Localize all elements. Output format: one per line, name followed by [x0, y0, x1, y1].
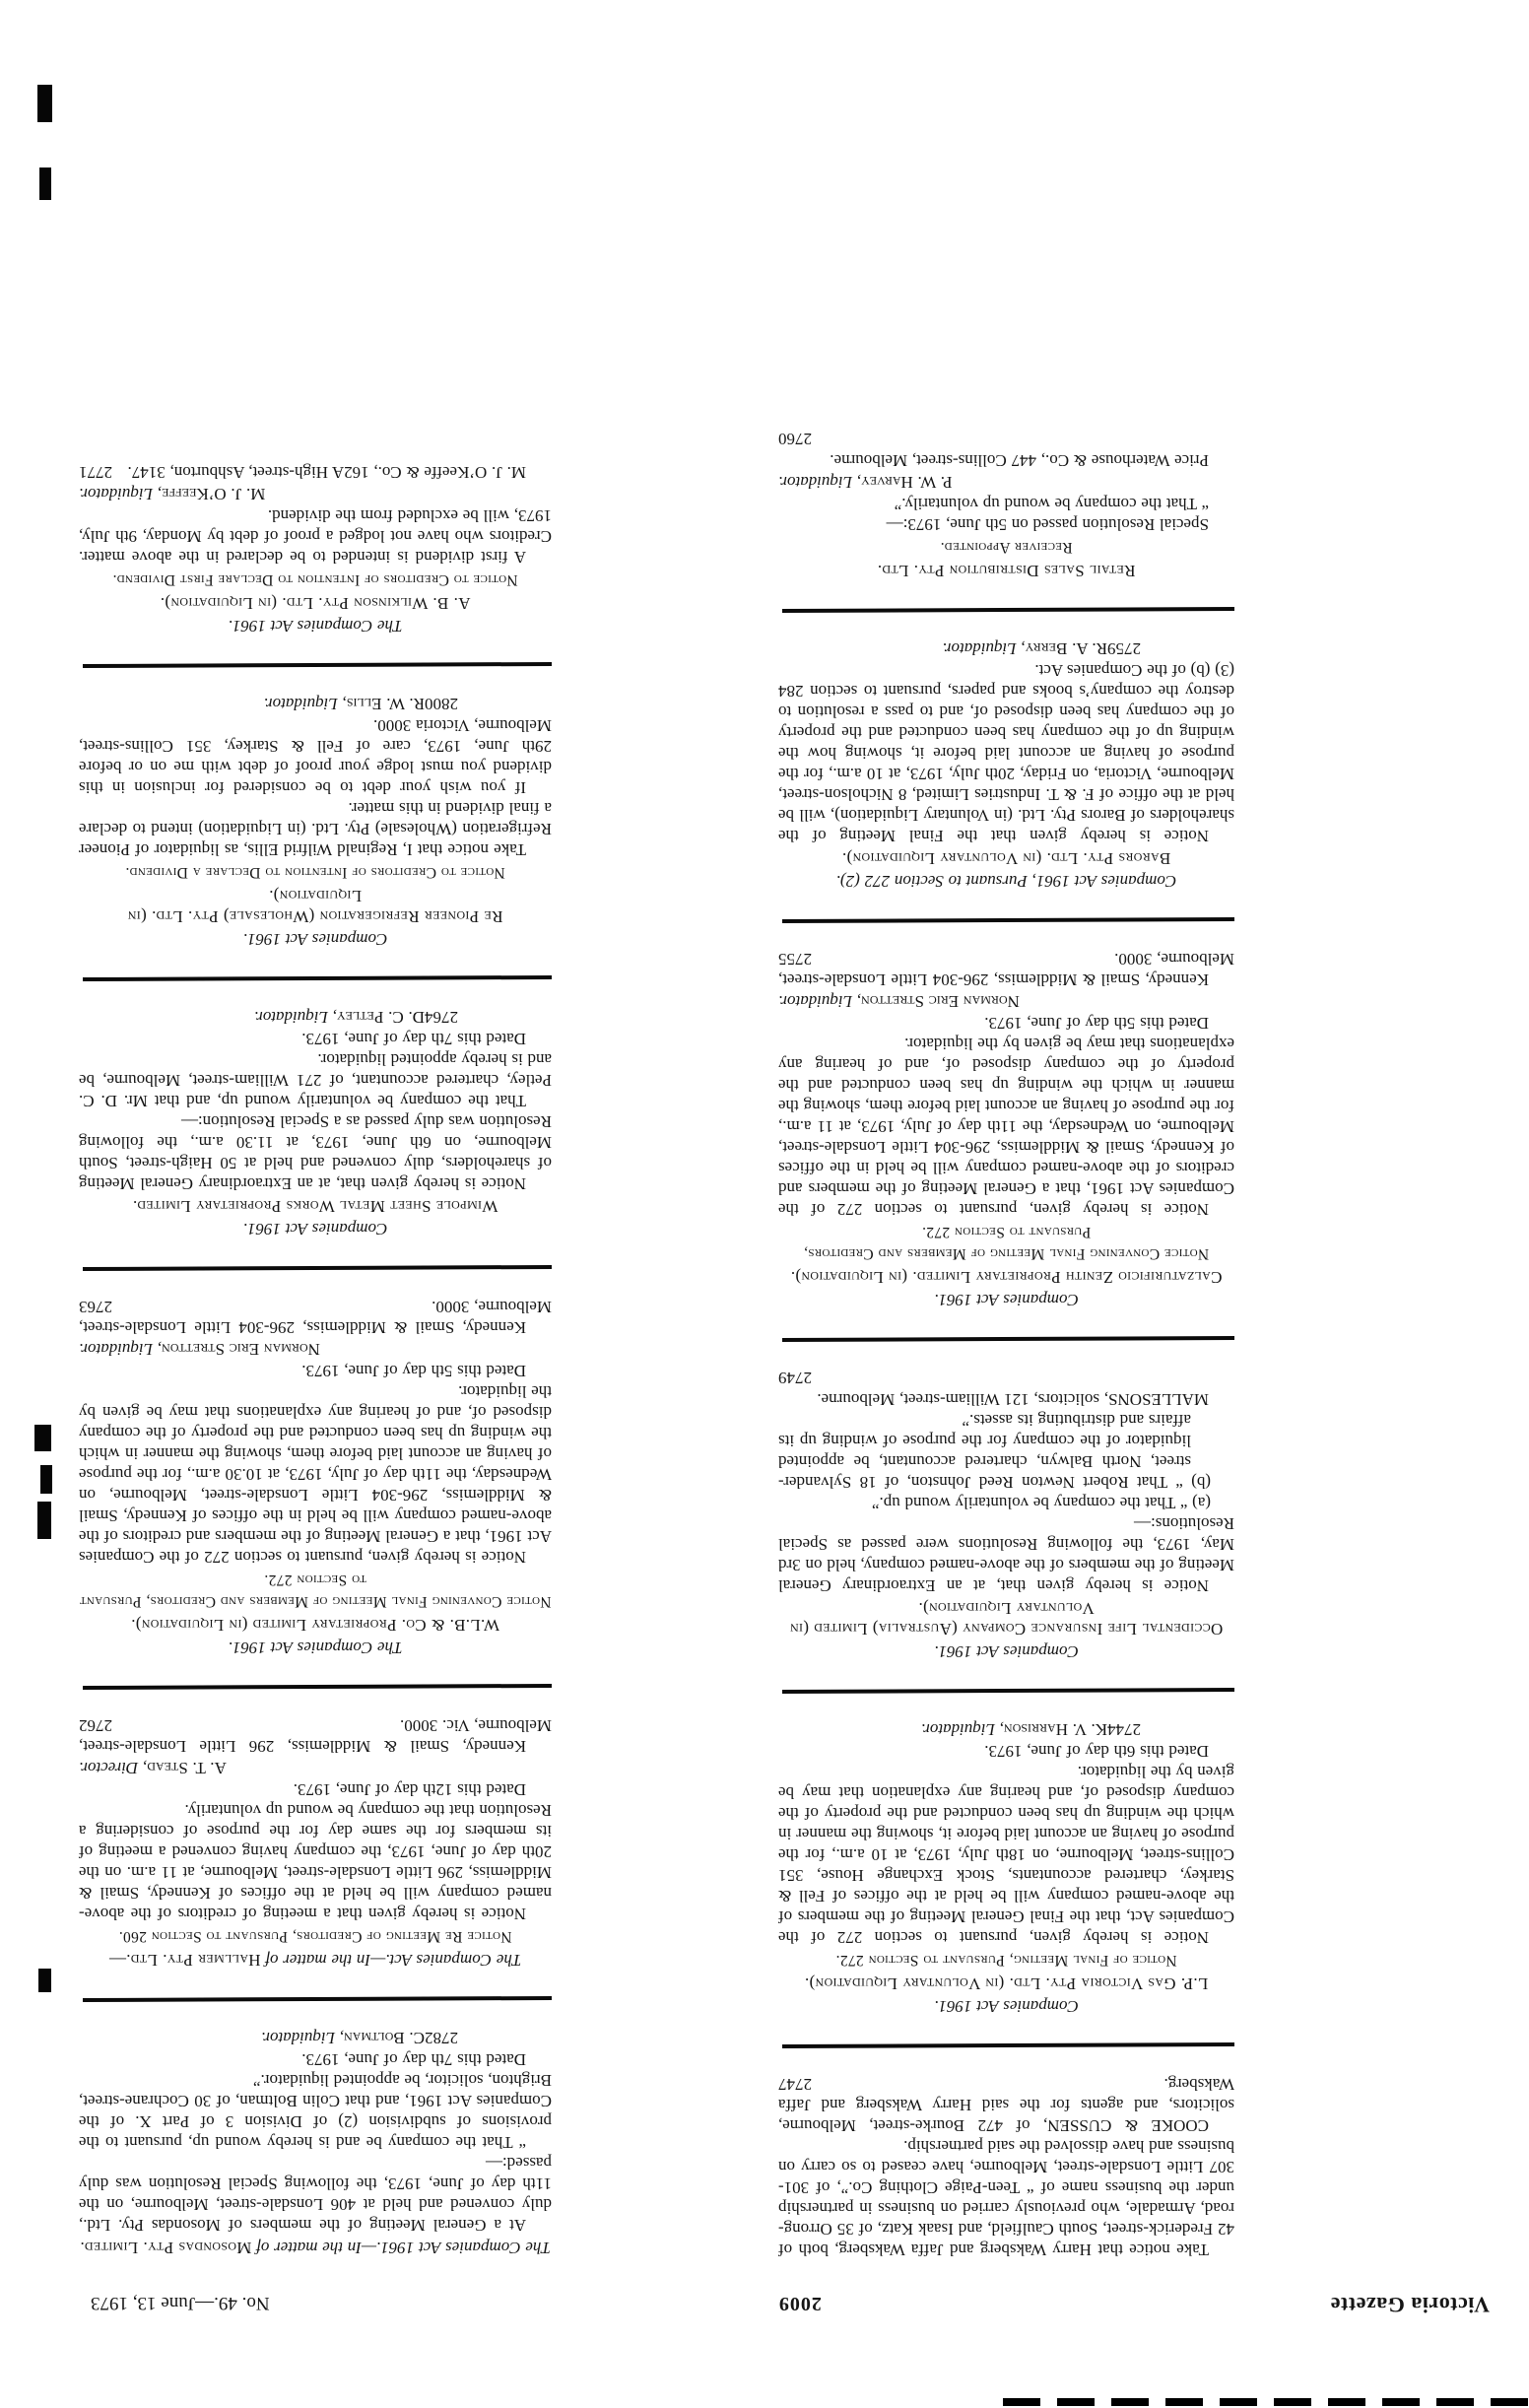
signatory-role: , Liquidator. — [263, 695, 347, 713]
gazette-number: 2755 — [778, 950, 812, 969]
notice-heading — [79, 1638, 552, 1658]
section-rule — [782, 2042, 1234, 2048]
signatory-role: , Liquidator. — [79, 485, 163, 503]
company-name: Mosondas Pty. Limited. — [80, 2239, 252, 2257]
gazette-number-line — [778, 429, 1234, 449]
scan-artifact-ink-mark — [39, 167, 51, 200]
signature-line — [79, 1339, 552, 1360]
gazette-number-line — [778, 1368, 1234, 1388]
gazette-number: 2759 — [1107, 639, 1141, 658]
notice-heading — [778, 848, 1234, 869]
column-left — [778, 428, 1234, 2260]
scan-artifact-ink-mark — [37, 1502, 51, 1539]
notice — [79, 1715, 552, 1971]
signature-line — [79, 1758, 552, 1778]
section-rule — [83, 1996, 552, 2002]
signatory-role: , Liquidator. — [260, 2029, 345, 2047]
notice — [778, 1368, 1234, 1662]
company-name: Calzaturificio Zenith Proprietary Limited. (in Liquidation). — [790, 1268, 1223, 1287]
act-title: The Companies Act 1961.—In the matter of — [251, 2239, 551, 2257]
notice-heading — [79, 929, 552, 950]
notice-heading — [79, 1219, 552, 1239]
address-text: M. J. O’Keeffe & Co., 162A High-street, Ashburton, 3147. — [127, 463, 526, 482]
notice — [778, 638, 1234, 892]
address-text: Kennedy, Smail & Middlemiss, 296 Little Lonsdale-street, Melbourne, Vic. 3000. — [79, 1716, 552, 1756]
company-name: Hallmer Pty. Ltd.— — [108, 1951, 261, 1970]
signatory-role: , Liquidator. — [778, 473, 862, 492]
notice-heading — [79, 1950, 552, 1971]
notice-paragraph: Notice is hereby given, pursuant to section 272 of the Companies Act, that the Final General Meeting of the members of the above-named company will be held at the offices of Fell & Starkey, chartered accountants, Stock Exchange House, 351 Collins-street, Melbourne, on 18th July, 1973, at 10 a.m., for the purpose of having an account laid before it, showing the manner in which the winding up has been conducted and the property of the company disposed of, and hearing any explanation that may be given by the liquidator. — [778, 1763, 1234, 1947]
signatory: K. V. Harrison — [1003, 1720, 1107, 1739]
notice-paragraph: Dated this 6th day of June, 1973. — [984, 1742, 1209, 1761]
scan-artifact-ink-mark — [40, 1465, 52, 1494]
company-name: Retail Sales Distribution Pty. Ltd. — [877, 562, 1136, 580]
section-rule — [782, 607, 1234, 613]
notice — [778, 2074, 1234, 2260]
signatory: C. Boltman — [344, 2029, 425, 2047]
company-name: W.L.B. & Co. Proprietary Limited (in Liquidation). — [130, 1616, 500, 1635]
company-name: Receiver Appointed. — [940, 539, 1073, 556]
signature-line — [79, 2028, 552, 2048]
section-rule — [83, 662, 552, 668]
company-name: L.P. Gas Victoria Pty. Ltd. (in Voluntary Liquidation). — [804, 1974, 1209, 1993]
liquidator-name — [778, 473, 953, 492]
signatory: R. W. Ellis — [346, 695, 425, 713]
address-text: COOKE & CUSSEN, of 472 Bourke-street, Melbourne, solicitors, and agents for the said Harry Waksberg and Jaffa Waksberg. — [778, 2075, 1234, 2135]
signatory: A. T. Stead — [147, 1759, 227, 1777]
signatory-role: , Liquidator. — [253, 1008, 337, 1027]
section-rule — [782, 917, 1234, 923]
notice-paragraph: “ That the company be and is hereby wound up, pursuant to the provisions of subdivision (2) of Division 3 of Part X. of the Companies Act 1961, and that Colin Boltman, of 30 Cochrane-street, Brighton, solicitor, be appointed liquidator.” — [79, 2071, 552, 2152]
act-title: Companies Act 1961. — [242, 1220, 388, 1238]
notice-heading — [778, 561, 1234, 581]
notice-heading — [778, 1973, 1234, 1994]
notice-paragraph: (a) “ That the company be voluntarily wound up.” — [871, 1494, 1211, 1512]
address-line — [778, 1389, 1234, 1410]
act-title: The Companies Act.—In the matter of — [260, 1951, 522, 1970]
notice-paragraph: Dated this 5th day of June, 1973. — [301, 1362, 526, 1380]
notice-heading — [778, 537, 1234, 559]
address-line — [79, 1715, 552, 1757]
signatory: R. A. Berry — [1025, 639, 1107, 658]
notice-paragraph: Dated this 7th day of June, 1973. — [301, 2050, 526, 2069]
liquidator-name — [921, 1719, 1107, 1740]
notice-heading — [79, 1615, 552, 1636]
notice — [79, 694, 552, 950]
section-rule — [83, 975, 552, 981]
gazette-number: 2744 — [1107, 1720, 1141, 1739]
scan-artifact-ink-mark — [37, 85, 52, 122]
notice-paragraph: A first dividend is intended to be declared in the above matter. Creditors who have not lodged a proof of debt by Monday, 9th July, 1973, will be excluded from the dividend. — [79, 506, 552, 567]
address-text: Price Waterhouse & Co., 447 Collins-street, Melbourne. — [830, 451, 1209, 470]
address-text: Kennedy, Smail & Middlemiss, 296-304 Little Lonsdale-street, Melbourne, 3000. — [778, 950, 1234, 989]
gazette-number: 2747 — [778, 2075, 812, 2094]
notice-paragraph: Take notice that Harry Waksberg and Jaffa Waksberg, both of 42 Frederick-street, South Caulfield, and Isaak Katz, of 35 Orrong-road, Armadale, who previously carried on business in partnership under the business name of “ Teen-Paige Clothing Co.”, of 301-307 Little Lonsdale-street, Melbourne, have ceased to so carry on business and have dissolved the said partnership. — [778, 2137, 1234, 2259]
notice-paragraph: At a General Meeting of the members of Mosondas Pty. Ltd., duly convened and held at 406 Lonsdale-street, Melbourne, on the 11th day of June, 1973, the following Special Resolution was duly passed:— — [79, 2154, 552, 2235]
liquidator-name — [254, 1007, 425, 1028]
scan-artifact-ink-mark — [38, 1969, 51, 1992]
notice — [79, 1297, 552, 1658]
signatory: Norman Eric Stretton — [162, 1340, 320, 1359]
section-rule — [782, 1336, 1234, 1342]
notice-heading — [778, 1598, 1234, 1639]
signatory-role: , Liquidator. — [920, 1720, 1004, 1739]
liquidator-name — [943, 638, 1107, 659]
notice-heading — [79, 593, 552, 614]
notice-heading — [79, 886, 552, 927]
gazette-number: 2762 — [79, 1716, 112, 1735]
signatory: D. C. Petley — [336, 1008, 425, 1027]
signatory-role: , Liquidator. — [79, 1340, 163, 1359]
gazette-number: 2749 — [778, 1369, 812, 1387]
company-name: Notice Re Meeting of Creditors, Pursuant to Section 260. — [118, 1928, 512, 1945]
signatory-role: , Director. — [79, 1759, 148, 1777]
company-name: Wimpole Sheet Metal Works Proprietary Limited. — [132, 1197, 499, 1216]
company-name: Barors Pty. Ltd. (in Voluntary Liquidation). — [841, 849, 1171, 868]
section-rule — [83, 1684, 552, 1690]
signature-line — [79, 694, 552, 714]
act-title: Companies Act 1961. — [242, 930, 388, 949]
notice-heading — [778, 1222, 1234, 1265]
act-title: Companies Act 1961. — [934, 1291, 1079, 1309]
notice-heading — [778, 1267, 1234, 1288]
notice — [778, 949, 1234, 1310]
notice-paragraph: Dated this 5th day of June, 1973. — [984, 1014, 1209, 1033]
notice-paragraph: Dated this 12th day of June, 1973. — [293, 1780, 526, 1799]
notice-heading — [79, 1570, 552, 1613]
notice-paragraph: Notice is hereby given, pursuant to section 272 of the Companies Act 1961, that a General Meeting of the members and creditors of the above-named company will be held in the offices of Kennedy, Smail & Middlemiss, 296-304 Little Lonsdale-street, Melbourne, on Wednesday, the 11th day of July, 1973, at 11 a.m., for the purpose of having an account laid before them, showing the manner in which the winding up has been conducted and the property of the company disposed of, and of hearing any explanations that may be given by the liquidator. — [778, 1035, 1234, 1219]
gazette-number: 2763 — [79, 1298, 112, 1316]
act-title: Companies Act 1961. — [934, 1997, 1079, 2016]
notice — [778, 1719, 1234, 2017]
section-rule — [83, 1265, 552, 1271]
gazette-number: 2771 — [79, 463, 112, 482]
notice-heading — [778, 1290, 1234, 1310]
notice-heading — [778, 1641, 1234, 1662]
notice-heading — [79, 862, 552, 884]
notice-heading — [778, 871, 1234, 892]
scan-artifact-dashed-edge — [1003, 2398, 1529, 2406]
act-title: The Companies Act 1961. — [228, 1639, 403, 1657]
company-name: A. B. Wilkinson Pty. Ltd. (in Liquidation). — [160, 594, 471, 613]
liquidator-name — [778, 992, 1020, 1011]
notice-heading — [79, 616, 552, 636]
notice-paragraph: Notice is hereby given that, at an Extraordinary General Meeting of the members of the above-named company, held on 3rd May, 1973, the following Resolutions were passed as Special Resolutions:— — [778, 1514, 1234, 1595]
company-name: Notice of Final Meeting, Pursuant to Section 272. — [835, 1952, 1177, 1969]
signatory-role: , Liquidator. — [942, 639, 1026, 658]
gazette-number: 2764 — [425, 1008, 458, 1027]
notice-paragraph: Notice is hereby given that the Final Meeting of the shareholders of Barors Pty. Ltd. (in Voluntary Liquidation), will be held at the office of F. & T. Industries Limited, 8 Nicholson-street, Melbourne, Victoria, on Friday, 20th July, 1973, at 10 a.m., for the purpose of having an account laid before it, showing how the winding up of the company has been conducted and the property of the company has been disposed of, and to pass a resolution to destroy the company’s books and papers, pursuant to section 284 (3) (b) of the Companies Act. — [778, 661, 1234, 845]
page-number: 2009 — [777, 2293, 822, 2314]
gazette-title: Victoria Gazette — [1330, 2293, 1490, 2317]
notice-paragraph: Notice is hereby given that a meeting of creditors of the above-named company will be held at the offices of Kennedy, Smail & Middlemiss, 296 Little Lonsdale-street, Melbourne, at 11 a.m. on the 20th day of June, 1973, the company having convened a meeting of its members for the same day for the purpose of considering a Resolution that the company be wound up voluntarily. — [79, 1801, 552, 1923]
company-name: Notice Convening Final Meeting of Members and Creditors, Pursuant to Section 272. — [79, 1572, 552, 1610]
gazette-number: 2760 — [778, 430, 812, 448]
address-line — [79, 462, 552, 483]
gazette-number: 2800 — [425, 695, 458, 713]
notice-paragraph: Notice is hereby given that, at an Extraordinary General Meeting of shareholders, duly convened and held at 50 Haigh-street, South Melbourne, on 6th June, 1973, at 11.30 a.m., the following Resolution was duly passed as a Special Resolution:— — [79, 1112, 552, 1193]
act-title: The Companies Act 1961. — [228, 617, 403, 635]
notice-paragraph: Take notice that I, Reginald Wilfrid Ellis, as liquidator of Pioneer Refrigeration (Wholesale) Pty. Ltd. (in Liquidation) intend to declare a final dividend in this matter. — [79, 799, 552, 859]
notice-heading — [778, 1950, 1234, 1972]
notice-heading — [79, 569, 552, 591]
address-line — [778, 2074, 1234, 2136]
gazette-number: 2782 — [425, 2029, 458, 2047]
company-name: Notice to Creditors of Intention to Declare a Dividend. — [125, 864, 505, 881]
address-text: Kennedy, Smail & Middlemiss, 296-304 Little Lonsdale-street, Melbourne, 3000. — [79, 1298, 552, 1337]
act-title: Companies Act 1961. — [934, 1642, 1079, 1661]
notice-heading — [79, 1926, 552, 1948]
company-name: Re Pioneer Refrigeration (Wholesale) Pty. Ltd. (in Liquidation). — [127, 887, 503, 926]
signature-line — [778, 1719, 1234, 1740]
notice-paragraph: (b) “ That Robert Newton Reed Johnston, of 18 Sylvander-street, North Balwyn, chartered accountant, be appointed liquidator of the company for the purpose of winding up its affairs and distributing its assets.” — [778, 1411, 1211, 1492]
signatory: M. J. O’Keeffe — [162, 485, 266, 503]
notice-heading — [79, 1196, 552, 1217]
liquidator-name — [79, 1759, 227, 1777]
address-line — [778, 949, 1234, 990]
liquidator-name — [264, 694, 425, 714]
notice-heading — [79, 2238, 552, 2258]
address-line — [79, 1297, 552, 1338]
page-header — [91, 2292, 1490, 2317]
section-rule — [782, 1688, 1234, 1694]
company-name: Notice to Creditors of Intention to Declare First Dividend. — [112, 571, 518, 588]
signature-line — [778, 991, 1234, 1012]
notice-paragraph: If you wish your debt to be considered for inclusion in this dividend you must lodge your proof of debt with me on or before 29th June, 1973, care of Fell & Starkey, 351 Collins-street, Melbourne, Victoria 3000. — [79, 716, 552, 797]
notice-paragraph: “ That the company be wound up voluntarily.” — [894, 495, 1209, 513]
company-name: Occidental Life Insurance Company (Australia) Limited (in Voluntary Liquidation). — [789, 1599, 1224, 1639]
issue-number-date: No. 49.—June 13, 1973 — [91, 2293, 270, 2313]
notice-paragraph: Notice is hereby given, pursuant to section 272 of the Companies Act 1961, that a General Meeting of the members and creditors of the above-named company will be held in the offices of Kennedy, Smail & Middlemiss, 296-304 Little Lonsdale-street, Melbourne, on Wednesday, the 11th day of July, 1973, at 10.30 a.m., for the purpose of having an account laid before them, showing the manner in which the winding up has been conducted and the property of the company disposed of, and of hearing any explanations that may be given by the liquidator. — [79, 1382, 552, 1567]
notice — [79, 1007, 552, 1239]
act-title: Companies Act 1961, Pursuant to Section 272 (2). — [835, 872, 1177, 891]
address-line — [778, 450, 1234, 471]
liquidator-name — [79, 485, 265, 503]
signature-line — [79, 1007, 552, 1028]
liquidator-name — [261, 2028, 425, 2048]
company-name: Notice Convening Final Meeting of Members and Creditors, Pursuant to Section 272. — [803, 1224, 1210, 1262]
notice — [79, 462, 552, 636]
liquidator-name — [79, 1340, 320, 1359]
notice-paragraph: Dated this 7th day of June, 1973. — [301, 1030, 526, 1048]
notice-paragraph: That the company be voluntarily wound up, and that Mr. D. C. Petley, chartered accountant, of 271 William-street, Melbourne, be and is hereby appointed liquidator. — [79, 1050, 552, 1110]
notice — [79, 2028, 552, 2258]
notice — [778, 429, 1234, 581]
signature-line — [79, 484, 552, 504]
notice-paragraph: Special Resolution passed on 5th June, 1973:— — [886, 515, 1209, 534]
signature-line — [778, 472, 1234, 493]
signatory-role: , Liquidator. — [778, 992, 862, 1011]
signature-line — [778, 638, 1234, 659]
signatory: Norman Eric Stretton — [861, 992, 1020, 1011]
column-right — [79, 462, 552, 2260]
scan-artifact-ink-mark — [34, 1425, 51, 1451]
notice-heading — [778, 1996, 1234, 2017]
signatory: P. W. Harvey — [861, 473, 953, 492]
address-text: MALLESONS, solicitors, 121 William-street, Melbourne. — [817, 1390, 1209, 1409]
